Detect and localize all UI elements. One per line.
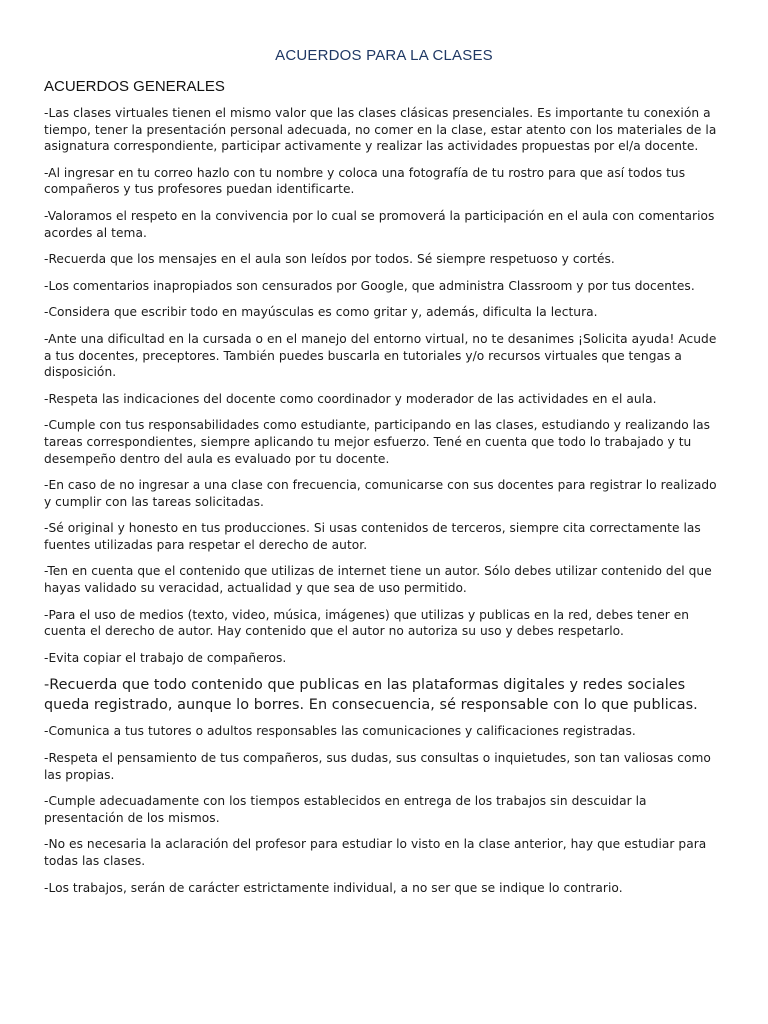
document-page — [44, 46, 724, 906]
agreement-item: -Respeta el pensamiento de tus compañeros, sus dudas, sus consultas o inquietudes, son tan valiosas como las propias. — [44, 751, 711, 782]
agreement-item: -Considera que escribir todo en mayúsculas es como gritar y, además, dificulta la lectura. — [44, 305, 598, 320]
agreement-item: -Los comentarios inapropiados son censurados por Google, que administra Classroom y por tus docentes. — [44, 278, 695, 293]
agreement-item: -Valoramos el respeto en la convivencia por lo cual se promoverá la participación en el aula con comentarios acordes al tema. — [44, 208, 715, 240]
agreement-item: -Cumple adecuadamente con los tiempos establecidos en entrega de los trabajos sin descuidar la presentación de los mismos. — [44, 794, 647, 825]
agreement-item: -Ante una dificultad en la cursada o en el manejo del entorno virtual, no te desanimes ¡Solicita ayuda! Acude a tus docentes, preceptores. También puedes buscarla en tutoriales y/o recursos virtuales que tengas a disposición. — [44, 331, 717, 380]
agreement-item: -Al ingresar en tu correo hazlo con tu nombre y coloca una fotografía de tu rostro para que así todos tus compañeros y tus profesores puedan identificarte. — [44, 165, 686, 197]
agreement-item: -Evita copiar el trabajo de compañeros. — [44, 650, 287, 665]
section-heading: ACUERDOS GENERALES — [44, 78, 225, 95]
agreement-item: -Para el uso de medios (texto, video, música, imágenes) que utilizas y publicas en la red, debes tener en cuenta el derecho de autor. Hay contenido que el autor no autoriza su uso y debes respetarlo. — [44, 607, 690, 639]
agreement-item: -Cumple con tus responsabilidades como estudiante, participando en las clases, estudiando y realizando las tareas correspondientes, siempre aplicando tu mejor esfuerzo. Tené en cuenta que todo lo trabajado y tu desempeño dentro del aula es evaluado por tu docente. — [44, 418, 711, 466]
document-title: ACUERDOS PARA LA CLASES — [275, 47, 493, 64]
agreement-item: -Respeta las indicaciones del docente como coordinador y moderador de las actividades en el aula. — [44, 391, 657, 406]
agreement-item: -Las clases virtuales tienen el mismo valor que las clases clásicas presenciales. Es importante tu conexión a tiempo, tener la presentación personal adecuada, no comer en la clase, estar atento con los materiales de la asignatura correspondiente, participar activamente y realizar las actividades propuestas por el/a docente. — [44, 106, 717, 154]
agreement-item: -En caso de no ingresar a una clase con frecuencia, comunicarse con sus docentes para registrar lo realizado y cumplir con las tareas solicitadas. — [44, 478, 717, 509]
agreement-item: -No es necesaria la aclaración del profesor para estudiar lo visto en la clase anterior, hay que estudiar para todas las clases. — [44, 837, 707, 868]
agreement-item: -Ten en cuenta que el contenido que utilizas de internet tiene un autor. Sólo debes utilizar contenido del que hayas validado su veracidad, actualidad y que sea de uso permitido. — [44, 564, 712, 596]
agreement-item: -Sé original y honesto en tus producciones. Si usas contenidos de terceros, siempre cita correctamente las fuentes utilizadas para respetar el derecho de autor. — [44, 521, 701, 552]
agreement-item: -Los trabajos, serán de carácter estrictamente individual, a no ser que se indique lo contrario. — [44, 880, 623, 895]
agreement-item: -Recuerda que los mensajes en el aula son leídos por todos. Sé siempre respetuoso y cortés. — [44, 252, 615, 267]
agreement-item: -Comunica a tus tutores o adultos responsables las comunicaciones y calificaciones registradas. — [44, 724, 636, 739]
agreement-item-highlighted: -Recuerda que todo contenido que publicas en las plataformas digitales y redes sociales queda registrado, aunque lo borres. En consecuencia, sé responsable con lo que publicas. — [44, 677, 698, 713]
